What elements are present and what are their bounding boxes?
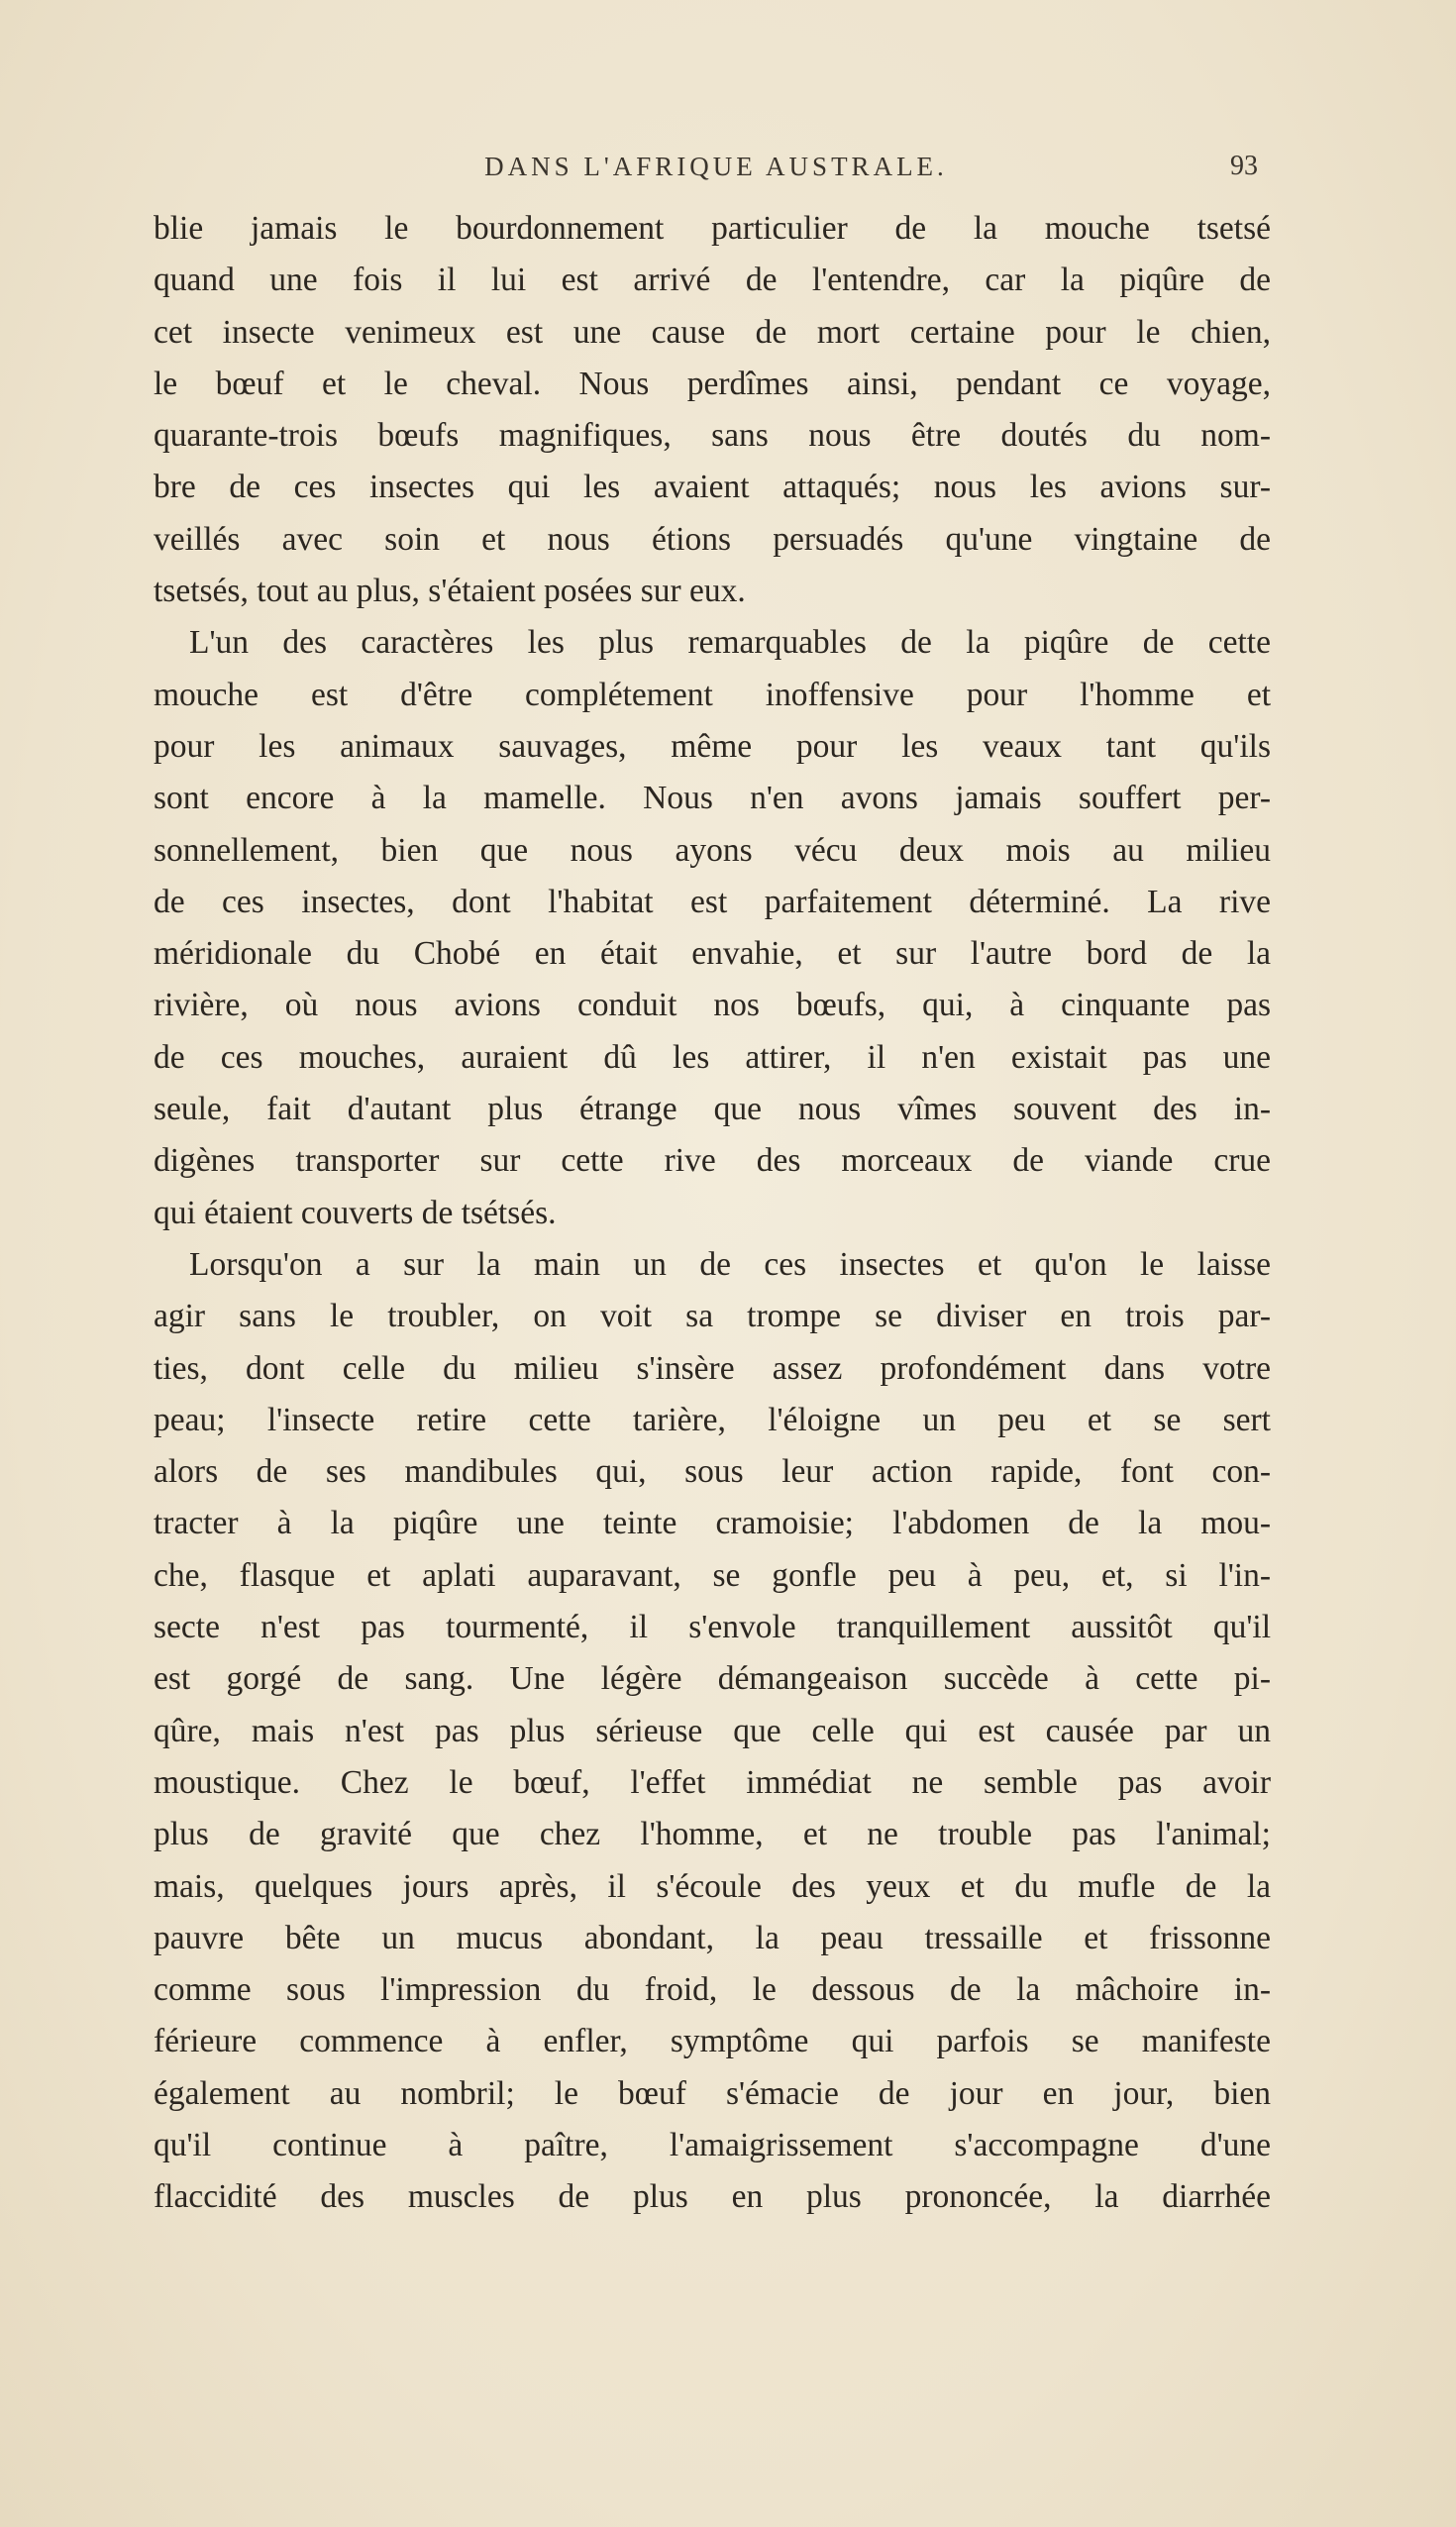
text-line: ties, dont celle du milieu s'insère assez profondément dans votre [154, 1349, 1271, 1387]
text-line: tracter à la piqûre une teinte cramoisie; l'abdomen de la mou- [154, 1505, 1271, 1542]
text-line: férieure commence à enfler, symptôme qui parfois se manifeste [154, 2023, 1271, 2060]
text-line: flaccidité des muscles de plus en plus prononcée, la diarrhée [154, 2178, 1271, 2216]
body-text [154, 203, 1271, 2224]
text-line: mouche est d'être complétement inoffensive pour l'homme et [154, 676, 1271, 713]
text-line: plus de gravité que chez l'homme, et ne trouble pas l'animal; [154, 1816, 1271, 1853]
running-head [166, 147, 1266, 186]
text-line: quarante-trois bœufs magnifiques, sans nous être doutés du nom- [154, 417, 1271, 455]
text-line: agir sans le troubler, on voit sa trompe se diviser en trois par- [154, 1298, 1271, 1335]
text-line: sont encore à la mamelle. Nous n'en avons jamais souffert per- [154, 780, 1271, 817]
text-line: L'un des caractères les plus remarquables de la piqûre de cette [189, 624, 1271, 662]
text-line: de ces insectes, dont l'habitat est parfaitement déterminé. La rive [154, 883, 1271, 920]
text-line: sonnellement, bien que nous ayons vécu deux mois au milieu [154, 831, 1271, 869]
text-line: de ces mouches, auraient dû les attirer, il n'en existait pas une [154, 1038, 1271, 1076]
text-line: pour les animaux sauvages, même pour les veaux tant qu'ils [154, 727, 1271, 765]
running-title: DANS L'AFRIQUE AUSTRALE. [484, 152, 948, 181]
text-line: est gorgé de sang. Une légère démangeaison succède à cette pi- [154, 1660, 1271, 1698]
text-line: pauvre bête un mucus abondant, la peau tressaille et frissonne [154, 1919, 1271, 1956]
text-line: qui étaient couverts de tsétsés. [154, 1194, 557, 1231]
text-line: méridionale du Chobé en était envahie, et sur l'autre bord de la [154, 935, 1271, 973]
text-line: bre de ces insectes qui les avaient attaqués; nous les avions sur- [154, 469, 1271, 506]
text-line: mais, quelques jours après, il s'écoule des yeux et du mufle de la [154, 1867, 1271, 1905]
text-line: tsetsés, tout au plus, s'étaient posées sur eux. [154, 573, 746, 610]
text-line: peau; l'insecte retire cette tarière, l'éloigne un peu et se sert [154, 1401, 1271, 1438]
text-line: qu'il continue à paître, l'amaigrissement s'accompagne d'une [154, 2126, 1271, 2163]
text-line: rivière, où nous avions conduit nos bœufs, qui, à cinquante pas [154, 987, 1271, 1024]
text-line: veillés avec soin et nous étions persuadés qu'une vingtaine de [154, 520, 1271, 558]
text-line: seule, fait d'autant plus étrange que nous vîmes souvent des in- [154, 1091, 1271, 1128]
text-line: alors de ses mandibules qui, sous leur action rapide, font con- [154, 1453, 1271, 1491]
text-line: digènes transporter sur cette rive des morceaux de viande crue [154, 1142, 1271, 1180]
text-line: moustique. Chez le bœuf, l'effet immédiat ne semble pas avoir [154, 1763, 1271, 1801]
text-line: blie jamais le bourdonnement particulier de la mouche tsetsé [154, 210, 1271, 247]
text-line: également au nombril; le bœuf s'émacie de jour en jour, bien [154, 2074, 1271, 2112]
text-line: che, flasque et aplati auparavant, se gonfle peu à peu, et, si l'in- [154, 1556, 1271, 1594]
text-line: Lorsqu'on a sur la main un de ces insectes et qu'on le laisse [189, 1245, 1271, 1283]
text-line: comme sous l'impression du froid, le dessous de la mâchoire in- [154, 1971, 1271, 2009]
text-line: le bœuf et le cheval. Nous perdîmes ainsi, pendant ce voyage, [154, 365, 1271, 402]
text-line: quand une fois il lui est arrivé de l'entendre, car la piqûre de [154, 262, 1271, 299]
page-number: 93 [1230, 151, 1258, 181]
text-line: cet insecte venimeux est une cause de mort certaine pour le chien, [154, 313, 1271, 351]
text-line: secte n'est pas tourmenté, il s'envole tranquillement aussitôt qu'il [154, 1609, 1271, 1646]
text-line: qûre, mais n'est pas plus sérieuse que celle qui est causée par un [154, 1712, 1271, 1749]
